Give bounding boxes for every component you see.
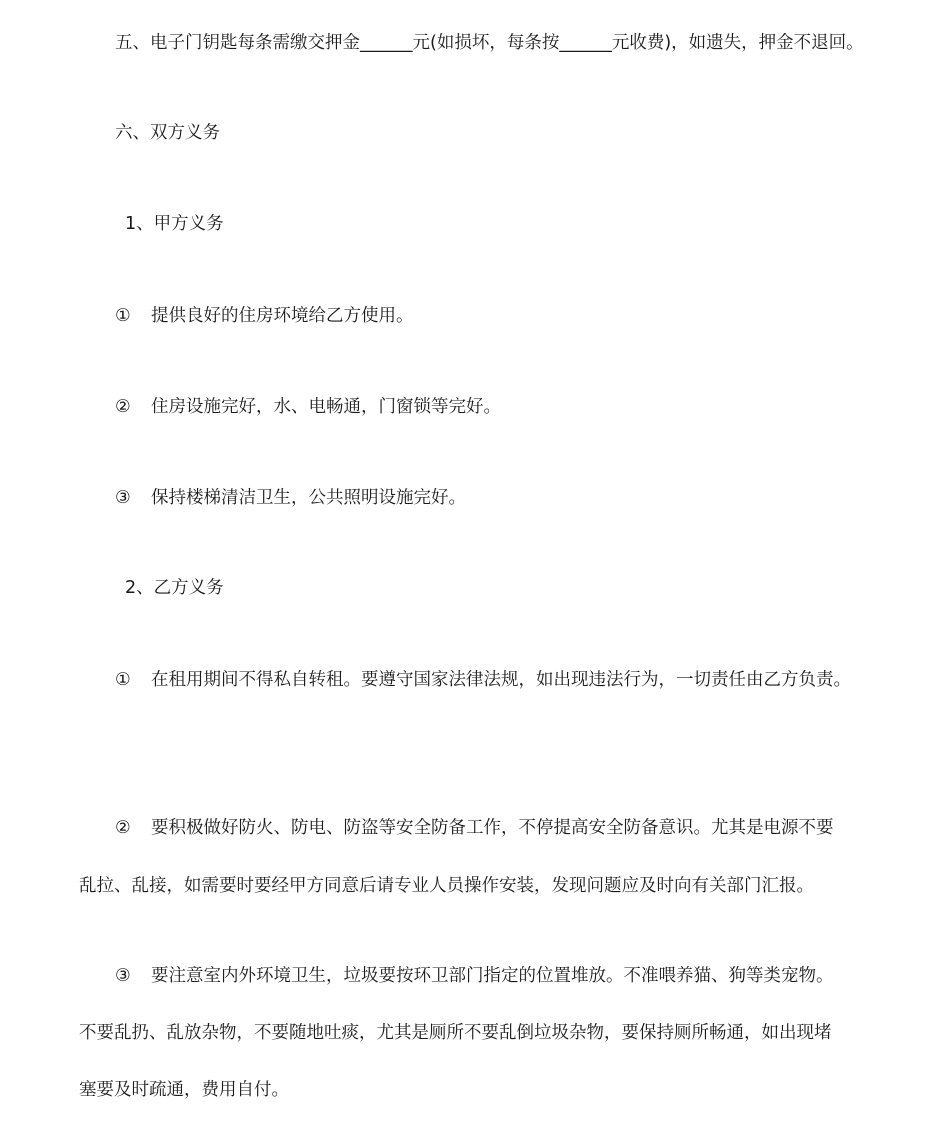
subheading-party-b [125,576,224,600]
subheading-text: 2、乙方义务 [125,578,224,598]
clause-5-deposit [115,31,864,55]
party-a-item-3 [115,486,466,510]
item-marker: ① [115,306,131,326]
item-text: 在租用期间不得私自转租。要遵守国家法律法规，如出现违法行为，一切责任由乙方负责。 [151,670,851,690]
item-marker: ① [115,670,131,690]
item-text: 要积极做好防火、防电、防盗等安全防备工作，不停提高安全防备意识。尤其是电源不要 [151,818,834,838]
item-text: 住房设施完好，水、电畅通，门窗锁等完好。 [151,397,501,417]
item-text: 塞要及时疏通，费用自付。 [79,1080,289,1100]
party-a-item-2 [115,395,501,419]
subheading-text: 1、甲方义务 [125,214,224,234]
item-text: 要注意室内外环境卫生，垃圾要按环卫部门指定的位置堆放。不准喂养猫、狗等类宠物。 [151,966,834,986]
item-marker: ② [115,397,131,417]
party-b-item-1 [115,668,851,692]
item-text: 提供良好的住房环境给乙方使用。 [151,306,414,326]
item-marker: ② [115,818,131,838]
item-text: 乱拉、乱接，如需要时要经甲方同意后请专业人员操作安装，发现问题应及时向有关部门汇报。 [79,876,814,896]
party-b-item-2-continued [79,874,814,898]
item-marker: ③ [115,966,131,986]
party-a-item-1 [115,304,414,328]
item-text: 不要乱扔、乱放杂物，不要随地吐痰，尤其是厕所不要乱倒垃圾杂物，要保持厕所畅通，如出现堵 [79,1023,832,1043]
party-b-item-3-continued-2 [79,1078,289,1102]
item-marker: ③ [115,488,131,508]
party-b-item-3 [115,964,834,988]
party-b-item-3-continued-1 [79,1021,832,1045]
section-heading-obligations [115,121,220,145]
clause-text: 五、电子门钥匙每条需缴交押金______元(如损坏，每条按______元收费)，如遗失，押金不退回。 [115,33,864,53]
item-text: 保持楼梯清洁卫生，公共照明设施完好。 [151,488,466,508]
subheading-party-a [125,212,224,236]
heading-text: 六、双方义务 [115,123,220,143]
party-b-item-2 [115,816,834,840]
